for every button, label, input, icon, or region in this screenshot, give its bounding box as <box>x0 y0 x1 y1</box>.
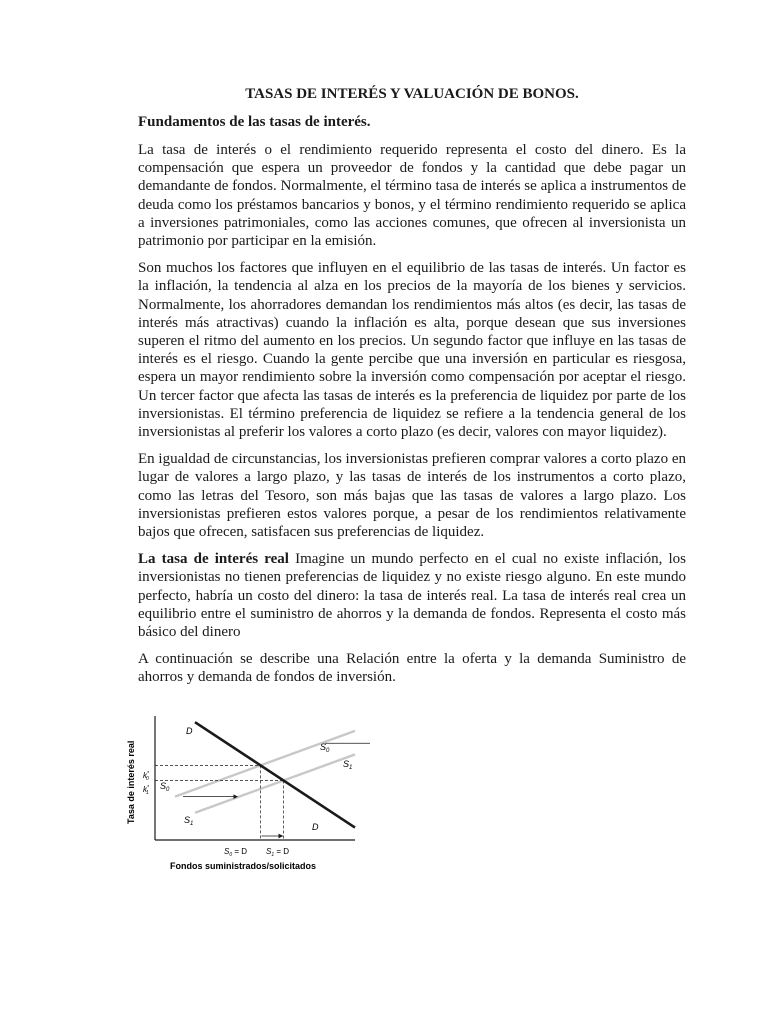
document-title: TASAS DE INTERÉS Y VALUACIÓN DE BONOS. <box>245 86 579 102</box>
document-content <box>138 84 686 696</box>
x-axis-label: Fondos suministrados/solicitados <box>170 861 317 871</box>
series-line-d <box>195 722 355 827</box>
y-axis-label: Tasa de interés real <box>126 740 136 824</box>
label-s0-top: $S_0$ <box>320 742 330 754</box>
supply-demand-figure <box>110 712 370 878</box>
y-tick-k1: k* 1 <box>143 785 149 796</box>
paragraph-real-rate <box>138 550 686 641</box>
series-line-s1 <box>195 754 355 812</box>
section-heading: Fundamentos de las tasas de interés. <box>138 114 371 130</box>
label-s0-bottom: $S_0$ <box>160 781 170 793</box>
real-rate-heading: La tasa de interés real <box>138 551 289 568</box>
paragraph-1: La tasa de interés o el rendimiento requerido representa el costo del dinero. Es la compensación que espera un proveedor de fondos y la cantidad que debe pagar un demandante de fondos. Normalmente, el término tasa de interés se aplica a instrumentos de deuda como los préstamos bancarios y bonos, y el término rendimiento requerido se aplica a inversiones patrimoniales, como las acciones comunes, que ofrecen al inversionista un patrimonio por participar en la emisión. <box>138 142 686 250</box>
label-s1-top: $S_1$ <box>343 759 353 771</box>
supply-demand-chart <box>110 712 370 878</box>
paragraph-2: Son muchos los factores que influyen en el equilibrio de las tasas de interés. Un factor es la inflación, la tendencia al alza en los precios de la mayoría de los bienes y servicios. Normalmente, los ahorradores demandan los rendimientos más altos (es decir, las tasas de interés más atractivas) cuando la inflación es alta, porque desean que sus inversiones superen el ritmo del aumento en los precios. Un segundo factor que influye en las tasas de interés es el riesgo. Cuando la gente percibe que una inversión en particular es riesgosa, espera un mayor rendimiento sobre la inversión como compensación por aceptar el riesgo. Un tercer factor que afecta las tasas de interés es la preferencia de liquidez por parte de los inversionistas. El término preferencia de liquidez se refiere a la tendencia general de los inversionistas al preferir los valores a corto plazo (es decir, valores con mayor liquidez). <box>138 260 686 441</box>
y-tick-k0: k* 0 <box>143 771 149 782</box>
label-d-top: D <box>186 726 193 736</box>
paragraph-3: En igualdad de circunstancias, los inversionistas prefieren comprar valores a corto plazo en lugar de valores a largo plazo, y las tasas de interés de los instrumentos a corto plazo, como las letras del Tesoro, son más bajas que las tasas de valores a largo plazo. Los inversionistas prefieren estos valores porque, a pesar de los rendimientos relativamente bajos que ofrecen, satisfacen sus preferencias de liquidez. <box>138 451 686 541</box>
x-tick-s1-d: $S_1 = D$ <box>266 847 290 858</box>
label-s1-bottom: $S_1$ <box>184 815 194 827</box>
x-tick-s0-d: $S_0 = D$ <box>224 847 248 858</box>
paragraph-figure-intro: A continuación se describe una Relación entre la oferta y la demanda Suministro de ahorros y demanda de fondos de inversión. <box>138 651 686 686</box>
real-rate-text: Imagine un mundo perfecto en el cual no existe inflación, los inversionistas no tienen preferencias de liquidez y no existe riesgo alguno. En este mundo perfecto, habría un costo del dinero: la tasa de interés real. La tasa de interés real crea un equilibrio entre el suministro de ahorros y la demanda de fondos. Representa el costo más básico del dinero <box>138 551 686 641</box>
label-d-bottom: D <box>312 822 319 832</box>
